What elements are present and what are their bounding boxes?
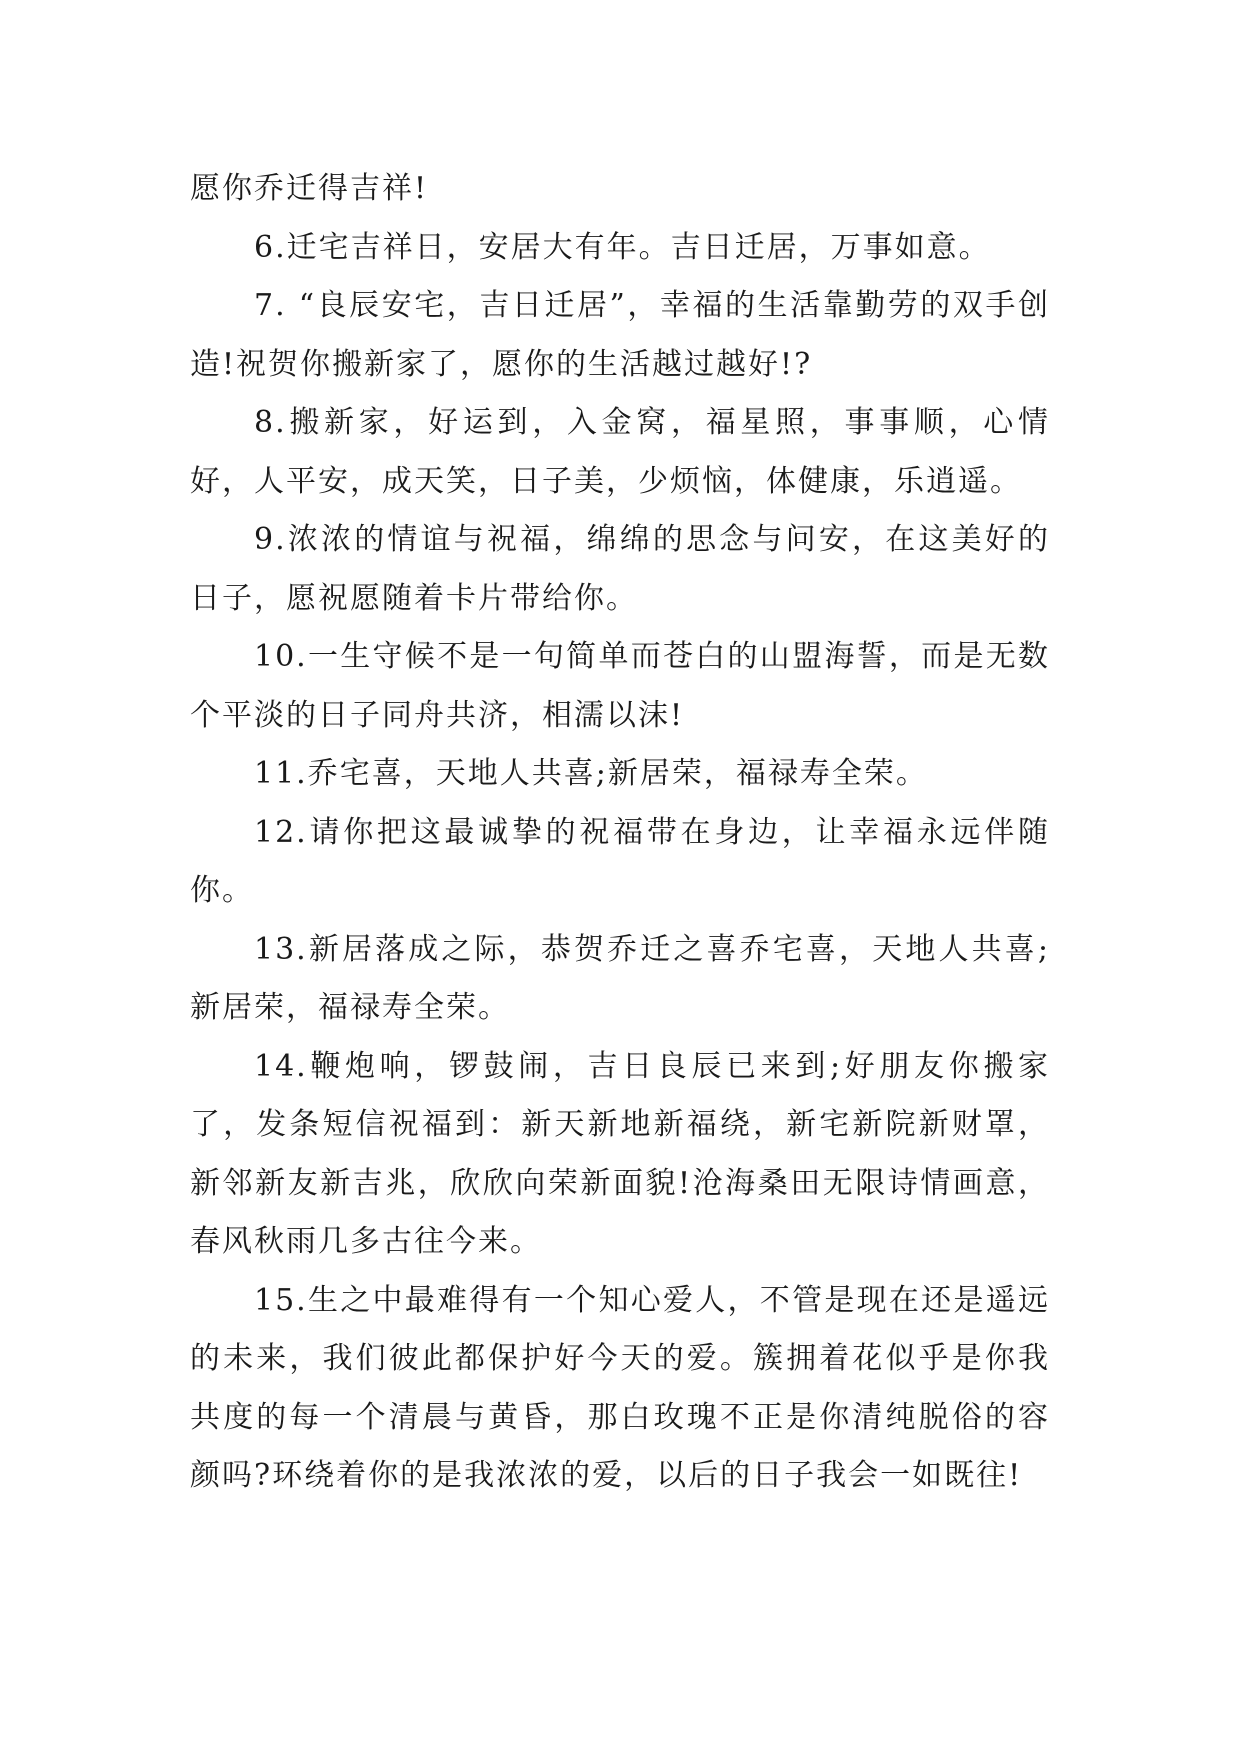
paragraph-item-8: 8.搬新家，好运到，入金窝，福星照，事事顺，心情好，人平安，成天笑，日子美，少烦恼，体健康，乐逍遥。 [190, 405, 1050, 499]
paragraph-item-7: 7. “良辰安宅，吉日迁居”，幸福的生活靠勤劳的双手创造!祝贺你搬新家了，愿你的生活越过越好!? [190, 288, 1050, 382]
document-body [190, 160, 1050, 1506]
paragraph-item-11: 11.乔宅喜，天地人共喜;新居荣，福禄寿全荣。 [254, 756, 928, 791]
paragraph-item-12: 12.请你把这最诚挚的祝福带在身边，让幸福永远伴随你。 [190, 814, 1050, 908]
paragraph-item-15: 15.生之中最难得有一个知心爱人，不管是现在还是遥远的未来，我们彼此都保护好今天的爱。簇拥着花似乎是你我共度的每一个清晨与黄昏，那白玫瑰不正是你清纯脱俗的容颜吗?环绕着你的是我浓浓的爱，以后的日子我会一如既往! [190, 1282, 1050, 1493]
paragraph-item-14: 14.鞭炮响，锣鼓闹，吉日良辰已来到;好朋友你搬家了，发条短信祝福到：新天新地新福绕，新宅新院新财罩，新邻新友新吉兆，欣欣向荣新面貌!沧海桑田无限诗情画意，春风秋雨几多古往今来。 [190, 1048, 1050, 1259]
paragraph-continuation: 愿你乔迁得吉祥! [190, 171, 429, 206]
paragraph-item-6: 6.迁宅吉祥日，安居大有年。吉日迁居，万事如意。 [254, 229, 991, 265]
paragraph-item-9: 9.浓浓的情谊与祝福，绵绵的思念与问安，在这美好的日子，愿祝愿随着卡片带给你。 [190, 522, 1050, 616]
paragraph-item-13: 13.新居落成之际，恭贺乔迁之喜乔宅喜，天地人共喜;新居荣，福禄寿全荣。 [190, 931, 1050, 1025]
paragraph-item-10: 10.一生守候不是一句简单而苍白的山盟海誓，而是无数个平淡的日子同舟共济，相濡以沫! [190, 639, 1050, 733]
